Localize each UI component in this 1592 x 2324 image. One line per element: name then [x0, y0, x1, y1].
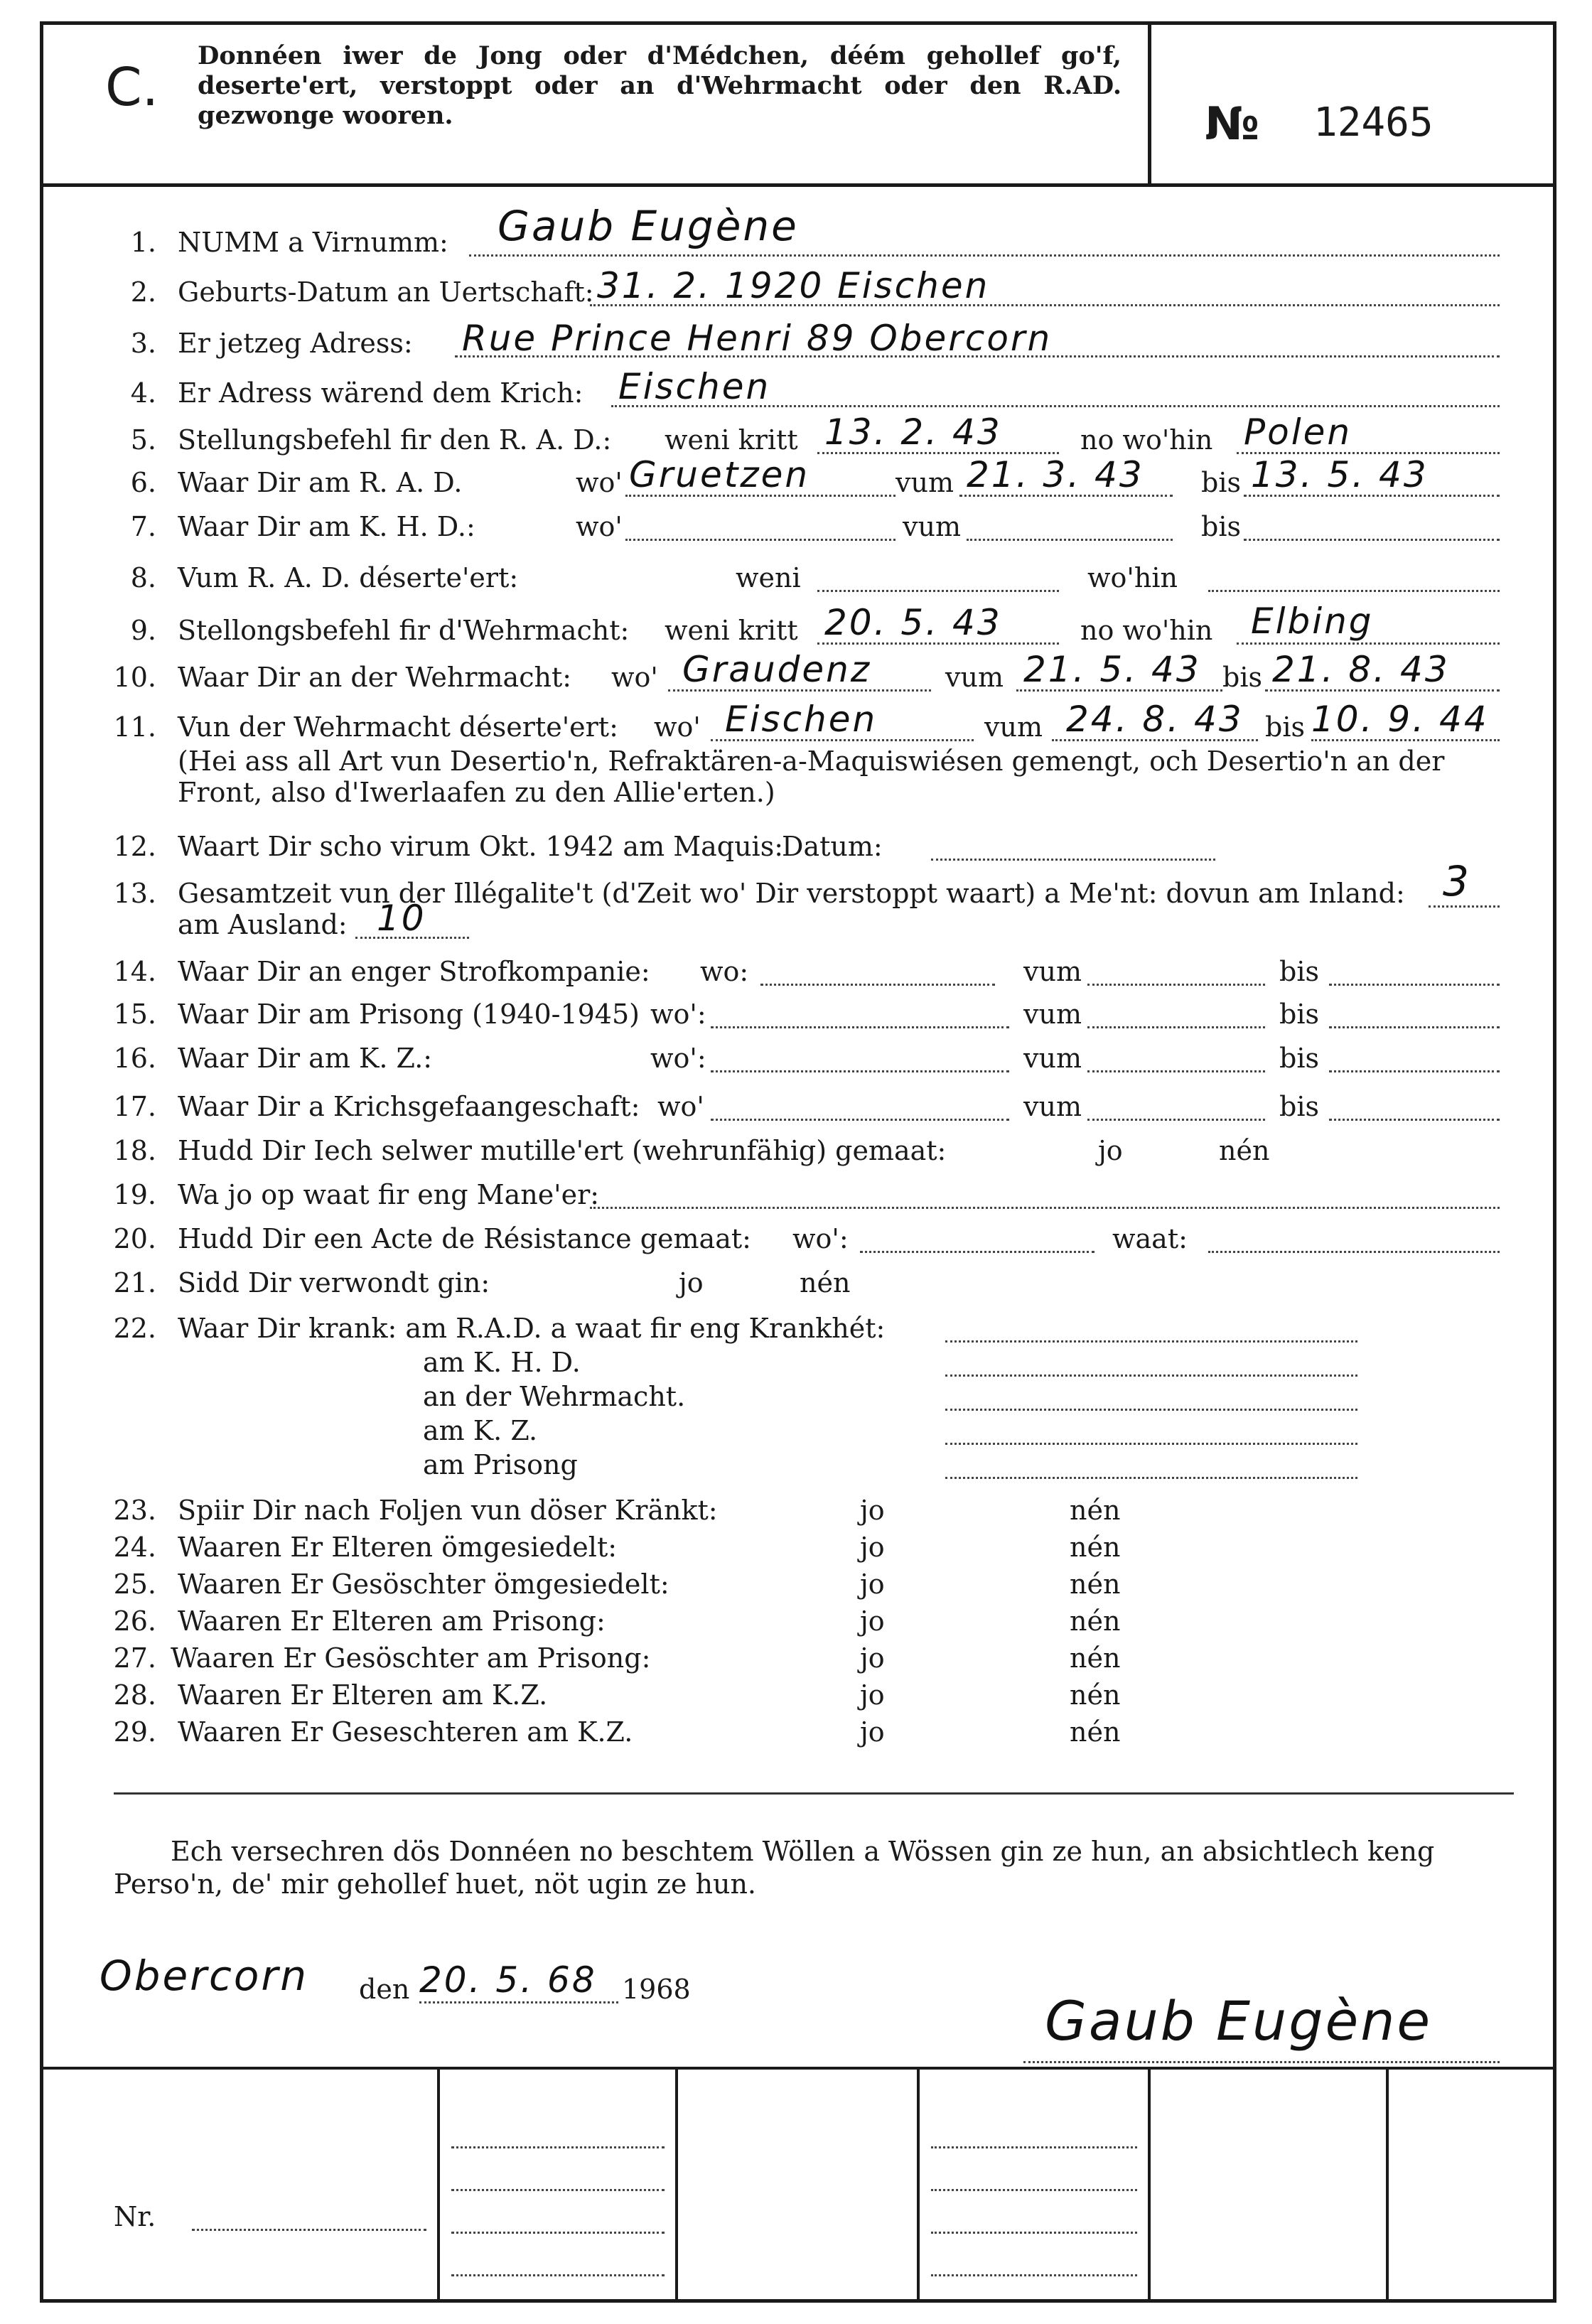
row-number: 5.: [130, 424, 156, 456]
row-number: 22.: [113, 1313, 156, 1344]
answer-line: [1329, 984, 1500, 986]
row-label: Waart Dir scho virum Okt. 1942 am Maquis:: [178, 831, 784, 862]
field-label: bis: [1265, 711, 1305, 743]
field-label: vum: [1023, 1091, 1082, 1122]
no-option: nén: [1070, 1605, 1121, 1637]
field-label: bis: [1279, 1043, 1319, 1074]
field-label: wo'hin: [1087, 562, 1178, 593]
answer-line: [625, 539, 896, 541]
handwritten-name: Gaub Eugène: [498, 202, 799, 250]
row-label: Hudd Dir Iech selwer mutille'ert (wehrunfähig) gemaat:: [178, 1135, 947, 1166]
field-label: wo:: [700, 956, 749, 987]
handwritten-place: Polen: [1244, 411, 1352, 453]
row-number: 3.: [130, 328, 156, 359]
row-label: Waaren Er Elteren am K.Z.: [178, 1679, 548, 1711]
field-label: wo':: [650, 1043, 706, 1074]
field-label: wo': [654, 711, 701, 743]
answer-line: [760, 984, 995, 986]
field-label: bis: [1201, 467, 1241, 498]
field-label: Datum:: [782, 831, 883, 862]
yes-option: jo: [860, 1532, 885, 1563]
footer-table-col: [437, 2068, 440, 2301]
no-option: nén: [1070, 1679, 1121, 1711]
handwritten-address: Rue Prince Henri 89 Obercorn: [462, 318, 1053, 359]
field-label: bis: [1222, 662, 1262, 693]
row-label: Vun der Wehrmacht déserte'ert:: [178, 711, 618, 743]
row-label: Sidd Dir verwondt gin:: [178, 1267, 490, 1298]
handwritten-date: 13. 2. 43: [824, 411, 1002, 453]
signature: Gaub Eugène: [1045, 1989, 1433, 2053]
handwritten-inland: 3: [1443, 857, 1471, 905]
row-number: 14.: [113, 956, 156, 987]
note-text: (Hei ass all Art vun Desertio'n, Refraktären-a-Maquiswiésen gemengt, och Desertio'n an der: [178, 746, 1445, 777]
row-number: 2.: [130, 276, 156, 308]
handwritten-birth: 31. 2. 1920 Eischen: [597, 265, 990, 306]
answer-line: [1329, 1070, 1500, 1072]
row-label: Hudd Dir een Acte de Résistance gemaat:: [178, 1223, 751, 1254]
handwritten-date: 20. 5. 43: [824, 602, 1002, 643]
answer-line: [817, 590, 1059, 592]
field-label: wo': [576, 511, 623, 542]
row-number: 15.: [113, 999, 156, 1030]
field-label: weni: [736, 562, 801, 593]
yes-option: jo: [860, 1605, 885, 1637]
row-label: Waar Dir a Krichsgefaangeschaft:: [178, 1091, 640, 1122]
field-label: wo': [657, 1091, 704, 1122]
handwritten-place: Obercorn: [100, 1952, 308, 2000]
yes-option: jo: [860, 1569, 885, 1600]
declaration-line: Perso'n, de' mir gehollef huet, nöt ugin ze hun.: [114, 1868, 757, 1900]
row-label: Waar Dir am K. Z.:: [178, 1043, 433, 1074]
sub-label: an der Wehrmacht.: [423, 1381, 686, 1412]
yes-option: jo: [860, 1716, 885, 1748]
no-option: nén: [1070, 1532, 1121, 1563]
row-label: Spiir Dir nach Foljen vun döser Kränkt:: [178, 1495, 718, 1526]
footer-dots: [451, 2146, 665, 2148]
row-number: 6.: [130, 467, 156, 498]
row-number: 25.: [113, 1569, 156, 1600]
yes-option: jo: [1098, 1135, 1123, 1166]
section-divider: [114, 1792, 1514, 1795]
handwritten-to: 10. 9. 44: [1311, 699, 1489, 740]
yes-option: jo: [679, 1267, 704, 1298]
field-label: no wo'hin: [1080, 424, 1213, 456]
row-label: Waar Dir krank: am R.A.D. a waat fir eng Krankhét:: [178, 1313, 886, 1344]
no-option: nén: [1070, 1642, 1121, 1674]
sub-label: am Prisong: [423, 1449, 578, 1480]
footer-table-top: [41, 2067, 1555, 2070]
footer-dots: [451, 2189, 665, 2191]
field-label: no wo'hin: [1080, 615, 1213, 646]
declaration-line: Ech versechren dös Donnéen no beschtem Wöllen a Wössen gin ze hun, an absichtlech keng: [171, 1836, 1435, 1867]
field-label: vum: [1023, 999, 1082, 1030]
row-label: Waar Dir am R. A. D.: [178, 467, 463, 498]
row-number: 17.: [113, 1091, 156, 1122]
field-label: wo':: [792, 1223, 849, 1254]
answer-line: [1329, 1026, 1500, 1028]
answer-line: [1237, 642, 1500, 645]
row-number: 21.: [113, 1267, 156, 1298]
row-number: 12.: [113, 831, 156, 862]
field-label: am Ausland:: [178, 909, 348, 940]
answer-line: [1087, 1119, 1265, 1121]
footer-dots: [931, 2232, 1137, 2234]
answer-line: [1244, 539, 1500, 541]
answer-line: [1329, 1119, 1500, 1121]
answer-line: [945, 1409, 1357, 1411]
row-number: 10.: [113, 662, 156, 693]
handwritten-from: 24. 8. 43: [1066, 699, 1244, 740]
header-divider: [1148, 23, 1151, 183]
handwritten-place: Elbing: [1251, 601, 1374, 642]
handwritten-from: 21. 3. 43: [967, 454, 1144, 495]
field-label: vum: [896, 467, 954, 498]
handwritten-ausland: 10: [377, 898, 426, 939]
field-label: bis: [1279, 956, 1319, 987]
row-number: 9.: [130, 615, 156, 646]
answer-line: [711, 1026, 1009, 1028]
row-number: 27.: [113, 1642, 156, 1674]
row-number: 11.: [113, 711, 156, 743]
answer-line: [590, 1207, 1500, 1209]
year-label: 1968: [622, 1974, 691, 2005]
form-title: Donnéen iwer de Jong oder d'Médchen, déém gehollef go'f, deserte'ert, verstoppt oder an d'Wehrmacht oder den R.AD. gezwonge wooren.: [198, 41, 1122, 130]
answer-line: [1087, 984, 1265, 986]
field-label: waat:: [1112, 1223, 1188, 1254]
row-number: 20.: [113, 1223, 156, 1254]
section-letter: C.: [105, 57, 159, 118]
answer-line: [711, 1119, 1009, 1121]
footer-table-col: [675, 2068, 678, 2301]
row-number: 29.: [113, 1716, 156, 1748]
row-label: Waaren Er Elteren ömgesiedelt:: [178, 1532, 618, 1563]
field-label: bis: [1279, 999, 1319, 1030]
row-label: Waaren Er Gesöschter am Prisong:: [171, 1642, 651, 1674]
field-label: vum: [1023, 1043, 1082, 1074]
field-label: vum: [945, 662, 1004, 693]
row-number: 19.: [113, 1179, 156, 1210]
handwritten-place: Gruetzen: [629, 454, 810, 495]
row-number: 26.: [113, 1605, 156, 1637]
handwritten-place: Graudenz: [682, 649, 872, 690]
answer-line: [1429, 905, 1500, 908]
row-label: Er jetzeg Adress:: [178, 328, 413, 359]
field-label: vum: [1023, 956, 1082, 987]
footer-dots: [931, 2189, 1137, 2191]
header-bottom-line: [41, 183, 1555, 187]
field-label: wo': [611, 662, 658, 693]
handwritten-to: 21. 8. 43: [1272, 649, 1450, 690]
field-label: wo':: [650, 999, 706, 1030]
note-text: Front, also d'Iwerlaafen zu den Allie'erten.): [178, 777, 775, 808]
answer-line: [931, 859, 1215, 861]
answer-line: [711, 1070, 1009, 1072]
footer-table-col: [917, 2068, 920, 2301]
row-number: 1.: [130, 227, 156, 258]
footer-dots: [931, 2146, 1137, 2148]
handwritten-from: 21. 5. 43: [1023, 649, 1201, 690]
no-option: nén: [1070, 1495, 1121, 1526]
yes-option: jo: [860, 1642, 885, 1674]
nr-label: Nr.: [114, 2201, 156, 2232]
answer-line: [945, 1477, 1357, 1479]
answer-line: [945, 1340, 1357, 1343]
answer-line: [1087, 1070, 1265, 1072]
row-label: Waaren Er Geseschteren am K.Z.: [178, 1716, 633, 1748]
field-label: vum: [984, 711, 1043, 743]
no-option: nén: [1219, 1135, 1270, 1166]
footer-dots: [451, 2274, 665, 2276]
no-option: nén: [1070, 1569, 1121, 1600]
footer-dots: [451, 2232, 665, 2234]
row-label: Waaren Er Elteren am Prisong:: [178, 1605, 606, 1637]
no-option: nén: [800, 1267, 851, 1298]
footer-table-col: [1386, 2068, 1389, 2301]
row-number: 13.: [113, 878, 156, 909]
field-label: weni kritt: [665, 424, 798, 456]
signature-line: [1023, 2061, 1500, 2063]
row-number: 24.: [113, 1532, 156, 1563]
handwritten-to: 13. 5. 43: [1251, 454, 1429, 495]
row-label: Gesamtzeit vun der Illégalite't (d'Zeit wo' Dir verstoppt waart) a Me'nt: dovun am Inland:: [178, 878, 1405, 909]
answer-line: [192, 2229, 426, 2231]
yes-option: jo: [860, 1679, 885, 1711]
sub-label: am K. H. D.: [423, 1347, 581, 1378]
row-label: Er Adress wärend dem Krich:: [178, 377, 583, 409]
field-label: den: [359, 1974, 410, 2005]
field-label: bis: [1201, 511, 1241, 542]
row-number: 18.: [113, 1135, 156, 1166]
row-label: Waar Dir am K. H. D.:: [178, 511, 475, 542]
answer-line: [1208, 1251, 1500, 1253]
answer-line: [945, 1443, 1357, 1445]
row-label: NUMM a Virnumm:: [178, 227, 448, 258]
row-label: Wa jo op waat fir eng Mane'er:: [178, 1179, 600, 1210]
footer-table-col: [1148, 2068, 1151, 2301]
row-label: Stellungsbefehl fir den R. A. D.:: [178, 424, 612, 456]
row-number: 28.: [113, 1679, 156, 1711]
row-label: Waar Dir an enger Strofkompanie:: [178, 956, 650, 987]
sub-label: am K. Z.: [423, 1415, 538, 1446]
row-label: Stellongsbefehl fir d'Wehrmacht:: [178, 615, 630, 646]
answer-line: [419, 2001, 618, 2003]
field-label: bis: [1279, 1091, 1319, 1122]
handwritten-date: 20. 5. 68: [419, 1959, 597, 2001]
footer-dots: [931, 2274, 1137, 2276]
row-number: 8.: [130, 562, 156, 593]
answer-line: [945, 1375, 1357, 1377]
row-label: Waar Dir an der Wehrmacht:: [178, 662, 572, 693]
handwritten-war-address: Eischen: [618, 366, 771, 407]
row-label: Vum R. A. D. déserte'ert:: [178, 562, 519, 593]
answer-line: [469, 254, 1500, 257]
number-symbol: №: [1205, 98, 1259, 151]
no-option: nén: [1070, 1716, 1121, 1748]
form-number: 12465: [1313, 99, 1434, 146]
answer-line: [967, 539, 1173, 541]
row-label: Geburts-Datum an Uertschaft:: [178, 276, 594, 308]
answer-line: [860, 1251, 1094, 1253]
answer-line: [1087, 1026, 1265, 1028]
row-number: 23.: [113, 1495, 156, 1526]
row-label: Waar Dir am Prisong (1940-1945): [178, 999, 640, 1030]
answer-line: [1208, 590, 1500, 592]
row-number: 16.: [113, 1043, 156, 1074]
handwritten-place: Eischen: [725, 699, 878, 740]
yes-option: jo: [860, 1495, 885, 1526]
row-label: Waaren Er Gesöschter ömgesiedelt:: [178, 1569, 669, 1600]
row-number: 7.: [130, 511, 156, 542]
field-label: weni kritt: [665, 615, 798, 646]
row-number: 4.: [130, 377, 156, 409]
field-label: wo': [576, 467, 623, 498]
field-label: vum: [903, 511, 961, 542]
